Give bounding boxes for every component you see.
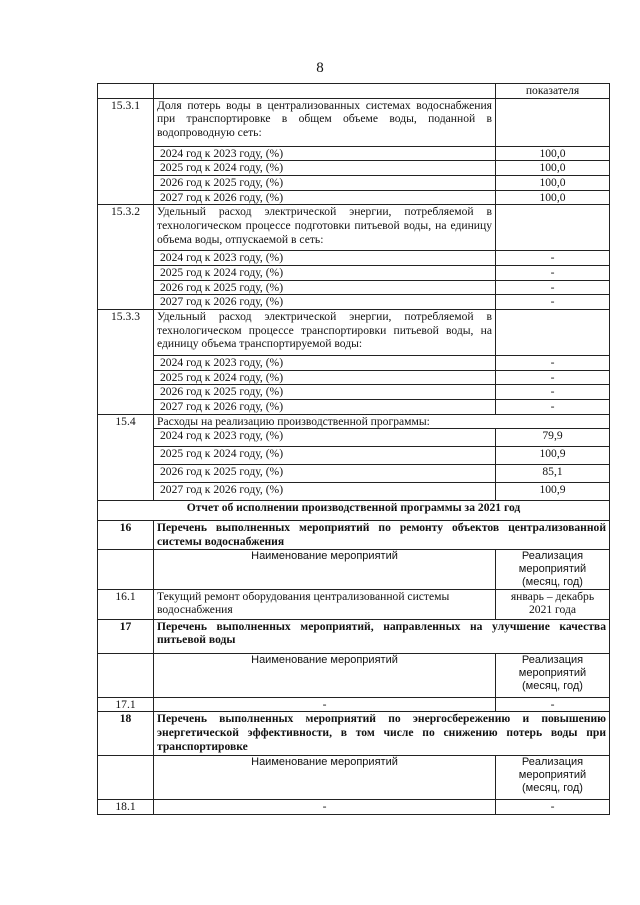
item-name: - <box>154 697 496 712</box>
row-number: 15.3.3 <box>98 310 154 415</box>
period-value: 100,0 <box>496 146 610 161</box>
section-number: 17 <box>98 619 154 653</box>
period-value: - <box>496 280 610 295</box>
period-label: 2025 год к 2024 году, (%) <box>154 370 496 385</box>
period-value: 100,9 <box>496 447 610 465</box>
table-row <box>98 176 610 191</box>
table-row <box>98 251 610 266</box>
empty-cell <box>98 756 154 800</box>
section-title: Перечень выполненных мероприятий по ремонту объектов централизованной системы водоснабжения <box>154 521 610 549</box>
item-number: 18.1 <box>98 800 154 815</box>
period-value: - <box>496 400 610 415</box>
period-value: - <box>496 266 610 281</box>
table-row <box>98 429 610 447</box>
section-18-header <box>98 712 610 756</box>
column-implementation: Реализация мероприятий (месяц, год) <box>496 549 610 589</box>
period-label: 2027 год к 2026 году, (%) <box>154 400 496 415</box>
table-row <box>98 295 610 310</box>
table-row <box>98 447 610 465</box>
period-value: 100,9 <box>496 483 610 501</box>
period-label: 2026 год к 2025 году, (%) <box>154 465 496 483</box>
section-number: 18 <box>98 712 154 756</box>
table-row <box>98 697 610 712</box>
period-label: 2024 год к 2023 году, (%) <box>154 146 496 161</box>
table-row <box>98 589 610 619</box>
row-value <box>496 310 610 356</box>
table-row <box>98 400 610 415</box>
column-event-name: Наименование мероприятий <box>154 549 496 589</box>
empty-cell <box>98 549 154 589</box>
report-title: Отчет об исполнении производственной программы за 2021 год <box>98 501 610 521</box>
header-indicator-cell: показателя <box>496 84 610 99</box>
table-row <box>98 370 610 385</box>
period-label: 2027 год к 2026 году, (%) <box>154 483 496 501</box>
table-row <box>98 356 610 371</box>
header-desc-cell <box>154 84 496 99</box>
item-implementation: январь – декабрь 2021 года <box>496 589 610 619</box>
section-18-columns <box>98 756 610 800</box>
table-row <box>98 800 610 815</box>
period-label: 2024 год к 2023 году, (%) <box>154 251 496 266</box>
row-number: 15.3.1 <box>98 98 154 205</box>
period-label: 2027 год к 2026 году, (%) <box>154 295 496 310</box>
period-value: - <box>496 370 610 385</box>
section-title: Перечень выполненных мероприятий по энергосбережению и повышению энергетической эффективности, в том числе по снижению потерь воды при транспортировке <box>154 712 610 756</box>
item-implementation: - <box>496 800 610 815</box>
section-17-columns <box>98 653 610 697</box>
period-value: 79,9 <box>496 429 610 447</box>
row-description: Доля потерь воды в централизованных системах водоснабжения при транспортировке в общем объеме воды, поданной в водопроводную сеть: <box>154 98 496 146</box>
row-description: Удельный расход электрической энергии, потребляемой в технологическом процессе подготовки питьевой воды, на единицу объема воды, отпускаемой в сеть: <box>154 205 496 251</box>
period-label: 2026 год к 2025 году, (%) <box>154 385 496 400</box>
row-description: Расходы на реализацию производственной программы: <box>154 414 610 429</box>
period-value: 100,0 <box>496 176 610 191</box>
row-value <box>496 98 610 146</box>
page-number: 8 <box>316 60 324 76</box>
period-label: 2025 год к 2024 году, (%) <box>154 161 496 176</box>
period-value: - <box>496 295 610 310</box>
table-row <box>98 280 610 295</box>
table-header-row <box>98 84 610 99</box>
period-label: 2024 год к 2023 году, (%) <box>154 429 496 447</box>
item-name: Текущий ремонт оборудования централизованной системы водоснабжения <box>154 589 496 619</box>
table-row <box>98 205 610 251</box>
item-implementation: - <box>496 697 610 712</box>
row-value <box>496 205 610 251</box>
table-row <box>98 310 610 356</box>
table-row <box>98 483 610 501</box>
report-title-row <box>98 501 610 521</box>
period-label: 2026 год к 2025 году, (%) <box>154 176 496 191</box>
indicators-table <box>97 83 610 815</box>
section-number: 16 <box>98 521 154 549</box>
row-number: 15.3.2 <box>98 205 154 310</box>
table-row <box>98 266 610 281</box>
period-value: - <box>496 385 610 400</box>
table-row <box>98 190 610 205</box>
header-num-cell <box>98 84 154 99</box>
row-description: Удельный расход электрической энергии, потребляемой в технологическом процессе транспортировки питьевой воды, на единицу объема транспортируемой воды: <box>154 310 496 356</box>
table-row <box>98 146 610 161</box>
section-17-header <box>98 619 610 653</box>
section-16-columns <box>98 549 610 589</box>
section-title: Перечень выполненных мероприятий, направленных на улучшение качества питьевой воды <box>154 619 610 653</box>
item-name: - <box>154 800 496 815</box>
period-value: - <box>496 356 610 371</box>
period-label: 2027 год к 2026 году, (%) <box>154 190 496 205</box>
table-row <box>98 161 610 176</box>
section-16-header <box>98 521 610 549</box>
column-event-name: Наименование мероприятий <box>154 756 496 800</box>
item-number: 17.1 <box>98 697 154 712</box>
period-label: 2024 год к 2023 году, (%) <box>154 356 496 371</box>
row-number: 15.4 <box>98 414 154 501</box>
column-implementation: Реализация мероприятий (месяц, год) <box>496 653 610 697</box>
column-event-name: Наименование мероприятий <box>154 653 496 697</box>
period-value: 100,0 <box>496 190 610 205</box>
table-row <box>98 465 610 483</box>
period-label: 2025 год к 2024 году, (%) <box>154 447 496 465</box>
column-implementation: Реализация мероприятий (месяц, год) <box>496 756 610 800</box>
table-row <box>98 414 610 429</box>
empty-cell <box>98 653 154 697</box>
period-value: 100,0 <box>496 161 610 176</box>
table-row <box>98 98 610 146</box>
period-label: 2025 год к 2024 году, (%) <box>154 266 496 281</box>
period-label: 2026 год к 2025 году, (%) <box>154 280 496 295</box>
period-value: - <box>496 251 610 266</box>
item-number: 16.1 <box>98 589 154 619</box>
period-value: 85,1 <box>496 465 610 483</box>
table-row <box>98 385 610 400</box>
